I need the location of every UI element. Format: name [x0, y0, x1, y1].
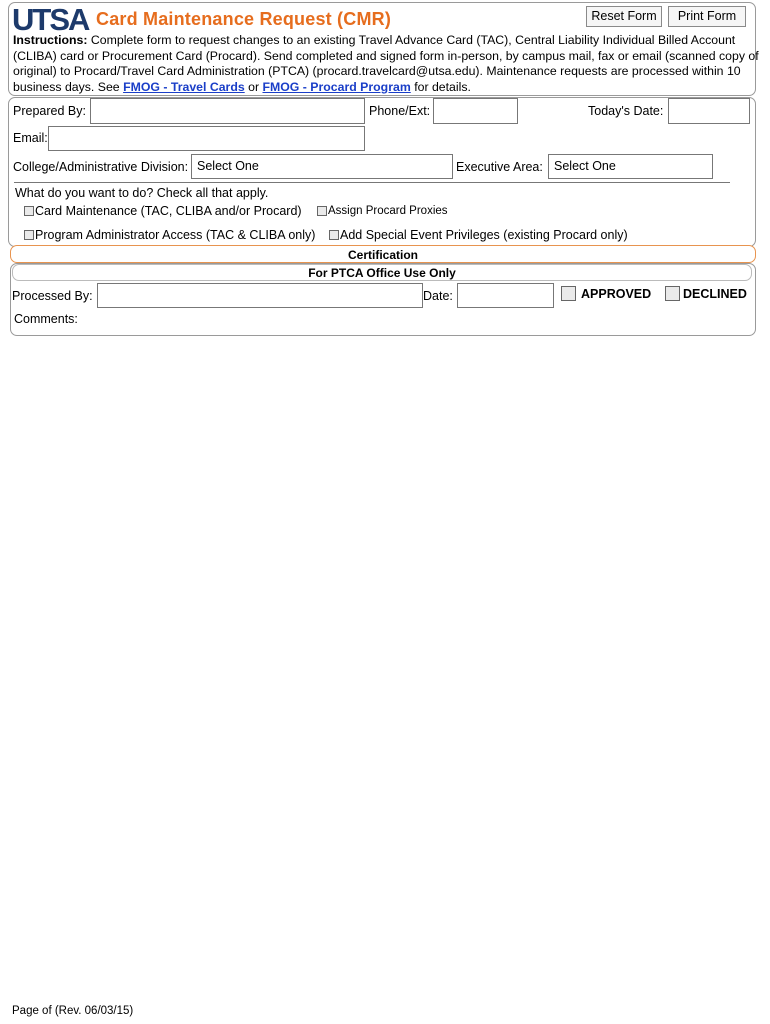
declined-checkbox[interactable]: [665, 286, 680, 301]
program-admin-checkbox[interactable]: [24, 230, 34, 240]
instructions-body: Complete form to request changes to an existing Travel Advance Card (TAC), Central Liability Individual Billed Account (CLIBA) card or Procurement Card (Procard). Send completed and signed form in-person, by campus mail, fax or email (scanned copy of original) to Procard/Travel Card Administration (PTCA) (procard.travelcard@utsa.edu). Maintenance requests are processed within 10 business days. See: [13, 33, 759, 94]
fmog-procard-program-link[interactable]: FMOG - Procard Program: [262, 79, 411, 94]
form-title: Card Maintenance Request (CMR): [96, 9, 392, 29]
prepared-by-label: Prepared By:: [13, 104, 86, 118]
processed-by-label: Processed By:: [12, 289, 93, 303]
todays-date-label: Today's Date:: [588, 104, 664, 118]
utsa-logo: UTSA: [12, 2, 89, 37]
phone-ext-label: Phone/Ext:: [369, 104, 431, 118]
assign-proxies-checkbox[interactable]: [317, 206, 327, 216]
office-date-input[interactable]: [457, 283, 554, 308]
card-maintenance-checkbox[interactable]: [24, 206, 34, 216]
college-label: College/Administrative Division:: [13, 160, 189, 174]
approved-checkbox[interactable]: [561, 286, 576, 301]
certification-label: Certification: [347, 248, 418, 262]
instructions: [13, 33, 759, 95]
instructions-or: or: [248, 79, 260, 94]
prepared-by-input[interactable]: [90, 98, 365, 124]
print-form-button[interactable]: Print Form: [668, 6, 746, 27]
special-event-label: Add Special Event Privileges (existing Procard only): [340, 228, 628, 242]
office-date-label: Date:: [423, 289, 453, 303]
email-input[interactable]: [48, 126, 365, 151]
page-footer: Page of (Rev. 06/03/15): [12, 1005, 134, 1017]
fmog-travel-cards-link[interactable]: FMOG - Travel Cards: [123, 79, 245, 94]
phone-ext-input[interactable]: [433, 98, 518, 124]
question-label: What do you want to do? Check all that apply.: [15, 186, 269, 200]
executive-area-label: Executive Area:: [456, 160, 543, 174]
comments-label: Comments:: [14, 312, 78, 326]
office-use-heading: For PTCA Office Use Only: [308, 266, 456, 280]
instructions-tail: for details.: [414, 79, 471, 94]
email-label: Email:: [13, 131, 48, 145]
declined-label: DECLINED: [683, 287, 747, 301]
executive-area-select[interactable]: Select One: [548, 154, 713, 179]
processed-by-input[interactable]: [97, 283, 423, 308]
approved-label: APPROVED: [581, 287, 652, 301]
instructions-lead: Instructions:: [13, 33, 88, 47]
todays-date-input[interactable]: [668, 98, 750, 124]
assign-proxies-label: Assign Procard Proxies: [328, 205, 448, 217]
special-event-checkbox[interactable]: [329, 230, 339, 240]
reset-form-button[interactable]: Reset Form: [586, 6, 662, 27]
card-maintenance-label: Card Maintenance (TAC, CLIBA and/or Procard): [35, 204, 302, 218]
divider: [14, 182, 730, 183]
program-admin-label: Program Administrator Access (TAC & CLIBA only): [35, 228, 316, 242]
college-select[interactable]: Select One: [191, 154, 453, 179]
